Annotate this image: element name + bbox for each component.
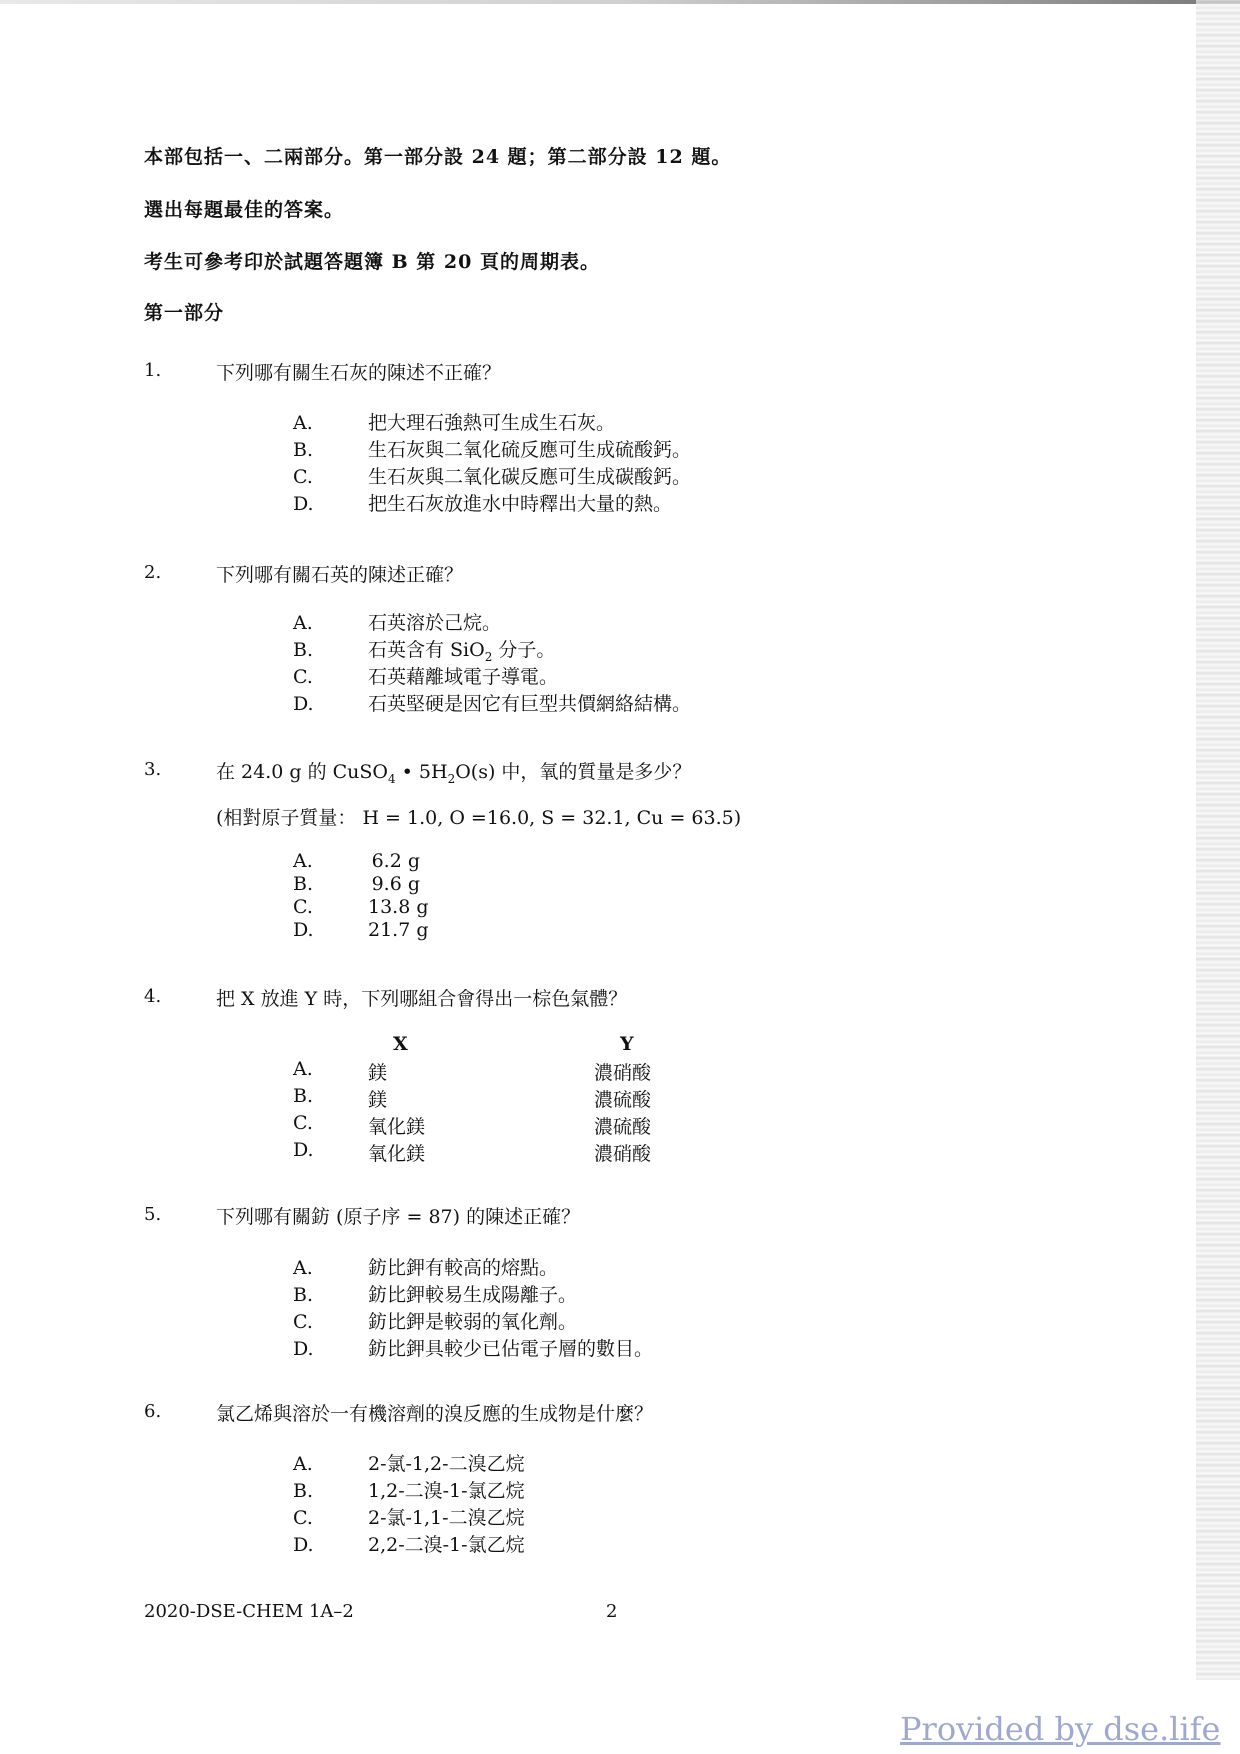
option-letter: C. [293,466,313,488]
option-letter: B. [293,439,314,461]
option-text: 生石灰與二氧化碳反應可生成碳酸鈣。 [368,466,692,488]
question-2-option-a [293,608,501,634]
question-3-option-d [293,919,429,945]
question-5-option-b [293,1280,577,1306]
question-6-stem: 氯乙烯與溶於一有機溶劑的溴反應的生成物是什麼？ [216,1403,654,1425]
question-4-row-a-x: 鎂 [368,1062,388,1084]
question-4-row-c-y: 濃硫酸 [594,1116,652,1138]
option-letter: B. [293,1284,314,1306]
option-text-before: 石英含有 SiO [368,639,485,661]
question-4-row-a-letter: A. [293,1058,313,1080]
option-letter: A. [293,1453,313,1475]
question-1-option-d [293,489,672,515]
option-text: 鈁比鉀有較高的熔點。 [368,1257,559,1279]
question-1-option-a [293,408,615,434]
column-header-x: X [393,1033,408,1055]
question-2-option-b [293,635,556,664]
question-4-row-c-letter: C. [293,1112,313,1134]
question-1-stem: 下列哪有關生石灰的陳述不正確？ [216,362,502,384]
option-text: 鈁比鉀具較少已佔電子層的數目。 [368,1338,654,1360]
question-4-row-d-letter: D. [293,1139,314,1161]
option-text: 把生石灰放進水中時釋出大量的熱。 [368,493,673,515]
question-4-row-b-x: 鎂 [368,1089,388,1111]
option-text: 2-氯-1,1-二溴乙烷 [368,1507,525,1529]
option-letter: C. [293,1311,313,1333]
question-4-row-b-y: 濃硫酸 [594,1089,652,1111]
option-letter: A. [293,1257,313,1279]
option-letter: D. [293,493,314,515]
question-1-option-b [293,435,691,461]
option-letter: C. [293,1507,313,1529]
option-text: 6.2 g [371,850,420,872]
option-text: 21.7 g [368,919,429,941]
scan-border-top [0,0,1240,4]
option-text: 13.8 g [368,896,429,918]
page-number: 2 [606,1601,618,1622]
question-2-stem: 下列哪有關石英的陳述正確？ [216,564,464,586]
option-text: 石英堅硬是因它有巨型共價網絡結構。 [368,693,692,715]
option-text: 2-氯-1,2-二溴乙烷 [368,1453,525,1475]
question-3-number: 3. [144,759,162,780]
question-4-row-c-x: 氧化鎂 [368,1116,426,1138]
question-2-option-d [293,689,691,715]
instruction-line-3: 考生可參考印於試題答題簿 B 第 20 頁的周期表。 [144,251,600,273]
question-5-stem: 下列哪有關鈁 (原子序 = 87) 的陳述正確？ [216,1206,581,1228]
option-text [368,635,555,664]
option-letter: B. [293,639,314,661]
option-letter: A. [293,850,313,872]
question-5-option-a [293,1253,558,1279]
option-text: 1,2-二溴-1-氯乙烷 [368,1480,525,1502]
question-4-number: 4. [144,986,162,1007]
subscript: 2 [447,771,456,786]
column-header-y: Y [620,1033,634,1055]
paper-code: 2020-DSE-CHEM 1A–2 [144,1601,354,1622]
stem-part: O(s) 中，氧的質量是多少？ [455,761,692,783]
option-letter: B. [293,873,314,895]
question-2-number: 2. [144,562,162,583]
stem-part: • 5H [395,761,448,783]
option-letter: D. [293,919,314,941]
watermark-link[interactable]: Provided by dse.life [900,1710,1221,1748]
question-6-option-a [293,1449,525,1475]
section-title: 第一部分 [144,302,225,324]
question-1-option-c [293,462,691,488]
subscript: 4 [388,771,396,786]
option-text-after: 分子。 [492,639,556,661]
question-5-number: 5. [144,1204,162,1225]
question-4-row-d-y: 濃硝酸 [594,1143,652,1165]
option-letter: D. [293,1338,314,1360]
option-letter: A. [293,412,313,434]
question-4-row-d-x: 氧化鎂 [368,1143,426,1165]
subscript: 2 [484,649,493,664]
question-4-row-a-y: 濃硝酸 [594,1062,652,1084]
question-2-option-c [293,662,558,688]
option-text: 把大理石強熱可生成生石灰。 [368,412,616,434]
question-6-number: 6. [144,1401,162,1422]
option-letter: B. [293,1480,314,1502]
option-letter: D. [293,693,314,715]
question-4-stem: 把 X 放進 Y 時，下列哪組合會得出一棕色氣體？ [216,988,628,1010]
question-6-option-b [293,1476,525,1502]
option-text: 生石灰與二氧化硫反應可生成硫酸鈣。 [368,439,692,461]
question-5-option-c [293,1307,577,1333]
option-text: 鈁比鉀較易生成陽離子。 [368,1284,578,1306]
option-text: 2,2-二溴-1-氯乙烷 [368,1534,525,1556]
option-letter: A. [293,612,313,634]
question-4-row-b-letter: B. [293,1085,314,1107]
question-3-note: (相對原子質量： H = 1.0, O =16.0, S = 32.1, Cu = 63.5) [216,807,742,829]
question-3-stem [216,757,691,786]
option-text: 9.6 g [371,873,420,895]
option-text: 石英藉離域電子導電。 [368,666,559,688]
instruction-line-2: 選出每題最佳的答案。 [144,199,345,221]
option-text: 石英溶於己烷。 [368,612,502,634]
stem-part: 在 24.0 g 的 CuSO [216,761,388,783]
question-1-number: 1. [144,360,162,381]
question-6-option-d [293,1530,525,1556]
option-text: 鈁比鉀是較弱的氧化劑。 [368,1311,578,1333]
instruction-line-1: 本部包括一、二兩部分。第一部分設 24 題；第二部分設 12 題。 [144,146,732,168]
question-6-option-c [293,1503,525,1529]
option-letter: C. [293,666,313,688]
option-letter: C. [293,896,313,918]
scan-edge-right [1196,0,1240,1680]
question-5-option-d [293,1334,653,1360]
option-letter: D. [293,1534,314,1556]
